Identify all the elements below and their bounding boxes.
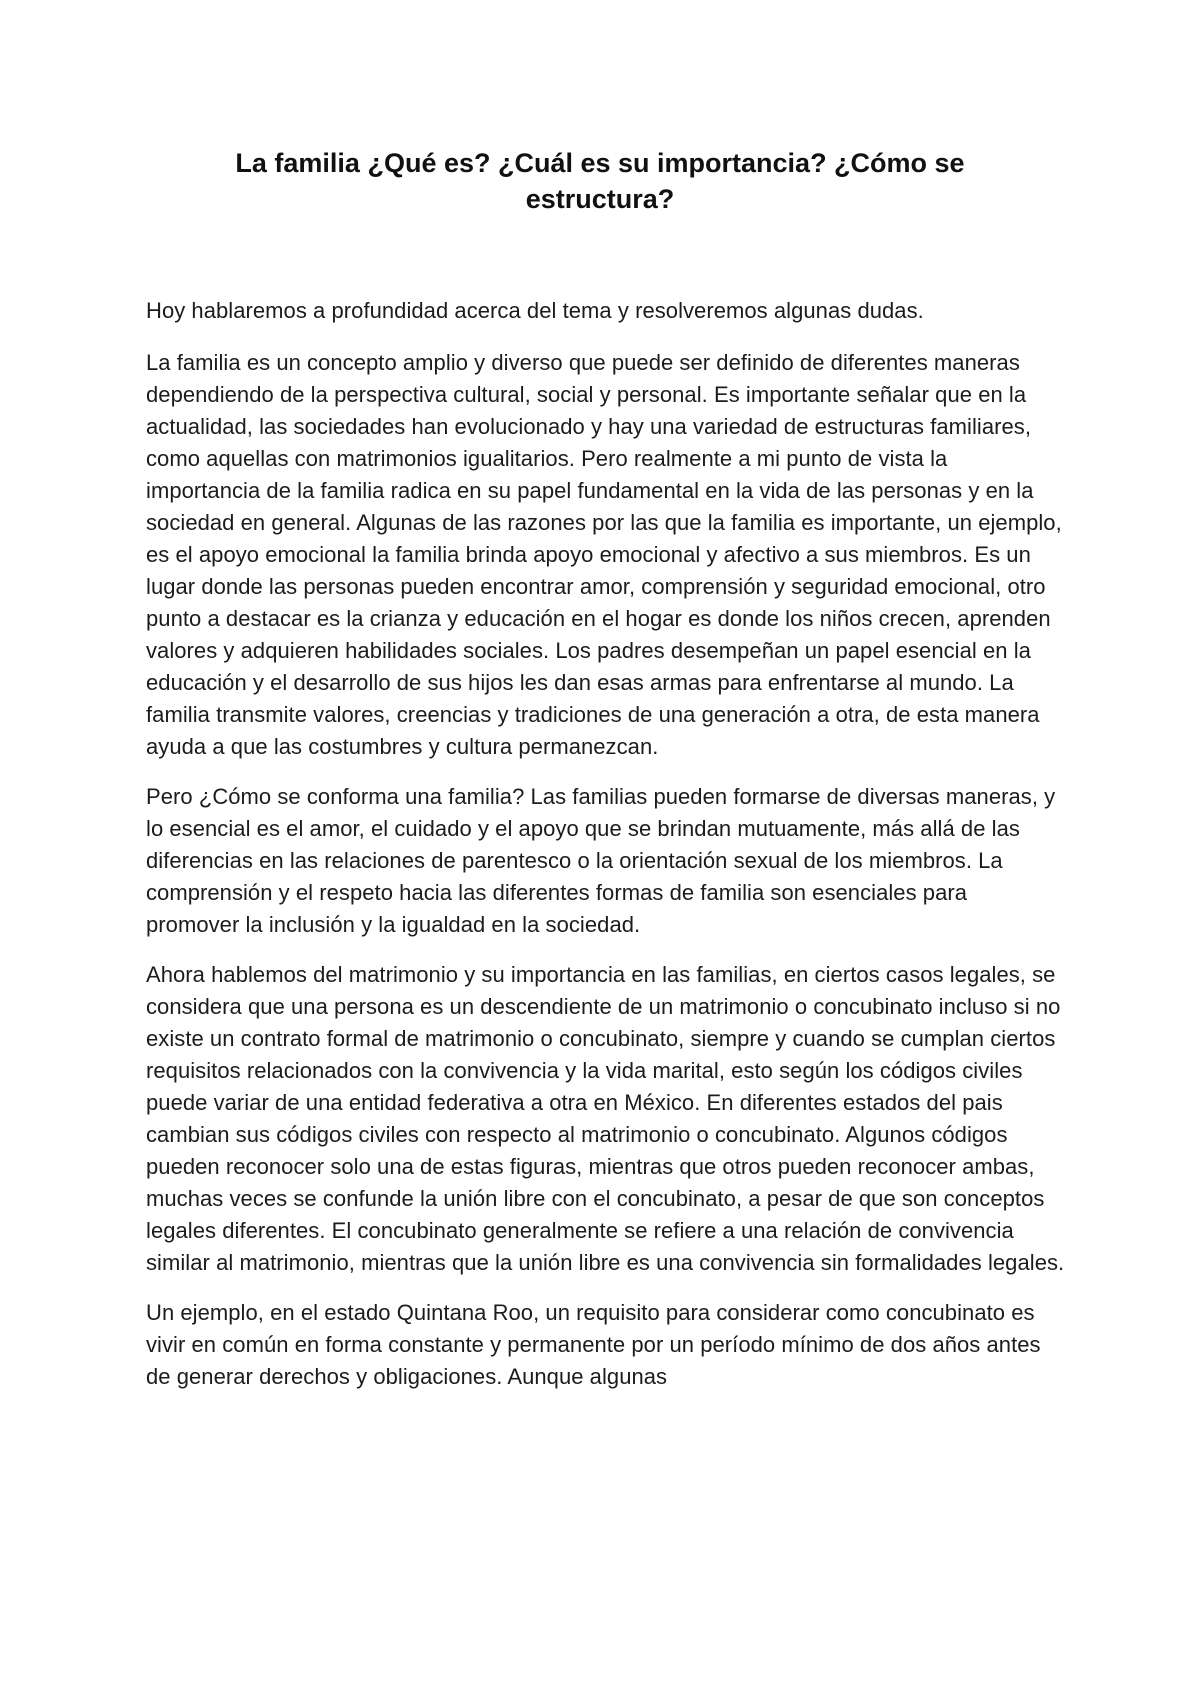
paragraph-quintana-roo: Un ejemplo, en el estado Quintana Roo, un requisito para considerar como concubinato es vivir en común en forma constante y permanente por un período mínimo de dos años antes de generar derechos y obligaciones. Aunque algunas — [146, 1300, 1041, 1389]
paragraph-intro: Hoy hablaremos a profundidad acerca del tema y resolveremos algunas dudas. — [146, 298, 924, 323]
paragraph-conformacion: Pero ¿Cómo se conforma una familia? Las familias pueden formarse de diversas maneras, y lo esencial es el amor, el cuidado y el apoyo que se brindan mutuamente, más allá de las diferencias en las relaciones de parentesco o la orientación sexual de los miembros. La comprensión y el respeto hacia las diferentes formas de familia son esenciales para promover la inclusión y la igualdad en la sociedad. — [146, 784, 1056, 937]
document-title: La familia ¿Qué es? ¿Cuál es su importancia? ¿Cómo se estructura? — [235, 148, 965, 214]
paragraph-matrimonio: Ahora hablemos del matrimonio y su importancia en las familias, en ciertos casos legales, se considera que una persona es un descendiente de un matrimonio o concubinato incluso si no existe un contrato formal de matrimonio o concubinato, siempre y cuando se cumplan ciertos requisitos relacionados con la convivencia y la vida marital, esto según los códigos civiles puede variar de una entidad federativa a otra en México. En diferentes estados del pais cambian sus códigos civiles con respecto al matrimonio o concubinato. Algunos códigos pueden reconocer solo una de estas figuras, mientras que otros pueden reconocer ambas, muchas veces se confunde la unión libre con el concubinato, a pesar de que son conceptos legales diferentes. El concubinato generalmente se refiere a una relación de convivencia similar al matrimonio, mientras que la unión libre es una convivencia sin formalidades legales. — [146, 962, 1065, 1275]
paragraph-familia-concepto: La familia es un concepto amplio y diverso que puede ser definido de diferentes maneras dependiendo de la perspectiva cultural, social y personal. Es importante señalar que en la actualidad, las sociedades han evolucionado y hay una variedad de estructuras familiares, como aquellas con matrimonios igualitarios. Pero realmente a mi punto de vista la importancia de la familia radica en su papel fundamental en la vida de las personas y en la sociedad en general. Algunas de las razones por las que la familia es importante, un ejemplo, es el apoyo emocional la familia brinda apoyo emocional y afectivo a sus miembros. Es un lugar donde las personas pueden encontrar amor, comprensión y seguridad emocional, otro punto a destacar es la crianza y educación en el hogar es donde los niños crecen, aprenden valores y adquieren habilidades sociales. Los padres desempeñan un papel esencial en la educación y el desarrollo de sus hijos les dan esas armas para enfrentarse al mundo. La familia transmite valores, creencias y tradiciones de una generación a otra, de esta manera ayuda a que las costumbres y cultura permanezcan. — [146, 350, 1062, 759]
document-body — [146, 295, 1066, 1411]
